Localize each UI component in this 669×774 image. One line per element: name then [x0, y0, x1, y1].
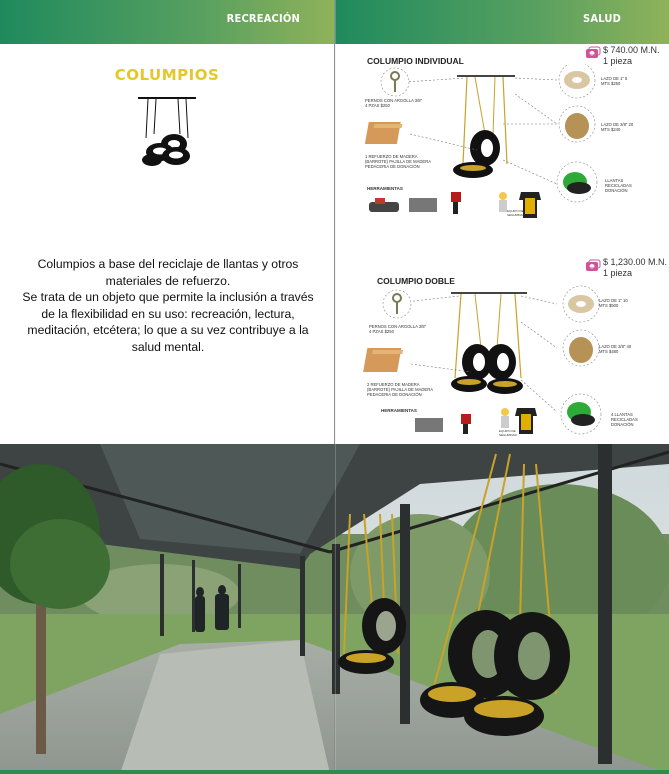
header-band-left — [0, 0, 334, 44]
swing-illustration — [136, 94, 198, 172]
description-line-1: Columpios a base del reciclaje de llantas y otros materiales de refuerzo. — [37, 257, 299, 288]
header-salud: SALUD — [583, 12, 621, 25]
page-fold — [334, 0, 336, 774]
individual-madera-label: 1 REFUERZO DE MADERA (BARROTE) PAJILLA DE MADERA PEDACERIA DE DONACIÓN — [365, 154, 431, 169]
individual-tool-label: EQUIPO DE SEGURIDAD — [507, 209, 525, 217]
doble-lazo1-label: LAZO DE 1" 10 MTS $500 — [599, 298, 628, 308]
doble-qty: 1 pieza — [603, 268, 633, 278]
individual-price: $ 740.00 M.N. — [603, 45, 660, 55]
left-page — [0, 0, 335, 444]
money-icon — [585, 259, 601, 273]
page-title: COLUMPIOS — [114, 66, 220, 84]
doble-llantas-label: 4 LLANTAS RECICLADAS DONACIÓN — [611, 412, 638, 427]
doble-lazo2-label: LAZO DE 3/8" 40 MTS $480 — [599, 344, 632, 354]
individual-lazo1-label: LAZO DE 1" 5 MTS $250 — [601, 76, 628, 86]
doble-herramientas-label: HERRAMIENTAS — [381, 408, 417, 413]
individual-title: COLUMPIO INDIVIDUAL — [367, 56, 464, 66]
individual-pernos-label: PERNOS CON ARGOLLA 3/8" 4 PZAS $250 — [365, 98, 423, 108]
description — [18, 256, 318, 355]
right-page — [335, 0, 669, 444]
doble-title: COLUMPIO DOBLE — [377, 276, 455, 286]
description-line-2: Se trata de un objeto que permite la inclusión a través de la flexibilidad en su uso: recreación, lectura, meditación, etcétera; lo que a su vez contribuye a la salud mental. — [22, 290, 314, 354]
individual-llantas-label: LLANTAS RECICLADAS DONACIÓN — [605, 178, 632, 193]
individual-herramientas-label: HERRAMIENTAS — [367, 186, 403, 191]
doble-price-block — [603, 257, 667, 279]
header-band-right — [335, 0, 669, 44]
individual-lazo2-label: LAZO DE 3/8" 20 MTS $240 — [601, 122, 634, 132]
individual-qty: 1 pieza — [603, 56, 633, 66]
doble-tool-label: EQUIPO DE SEGURIDAD — [499, 429, 517, 437]
bottom-strip — [0, 770, 669, 774]
doble-price: $ 1,230.00 M.N. — [603, 257, 668, 267]
header-recreacion: RECREACIÓN — [226, 12, 300, 25]
money-icon — [585, 46, 601, 60]
doble-pernos-label: PERNOS CON ARGOLLA 3/8" 4 PZAS $250 — [369, 324, 427, 334]
individual-diagram — [335, 64, 669, 234]
doble-madera-label: 2 REFUERZO DE MADERA (BARROTE) PAJILLA DE MADERA PEDACERIA DE DONACIÓN — [367, 382, 433, 397]
